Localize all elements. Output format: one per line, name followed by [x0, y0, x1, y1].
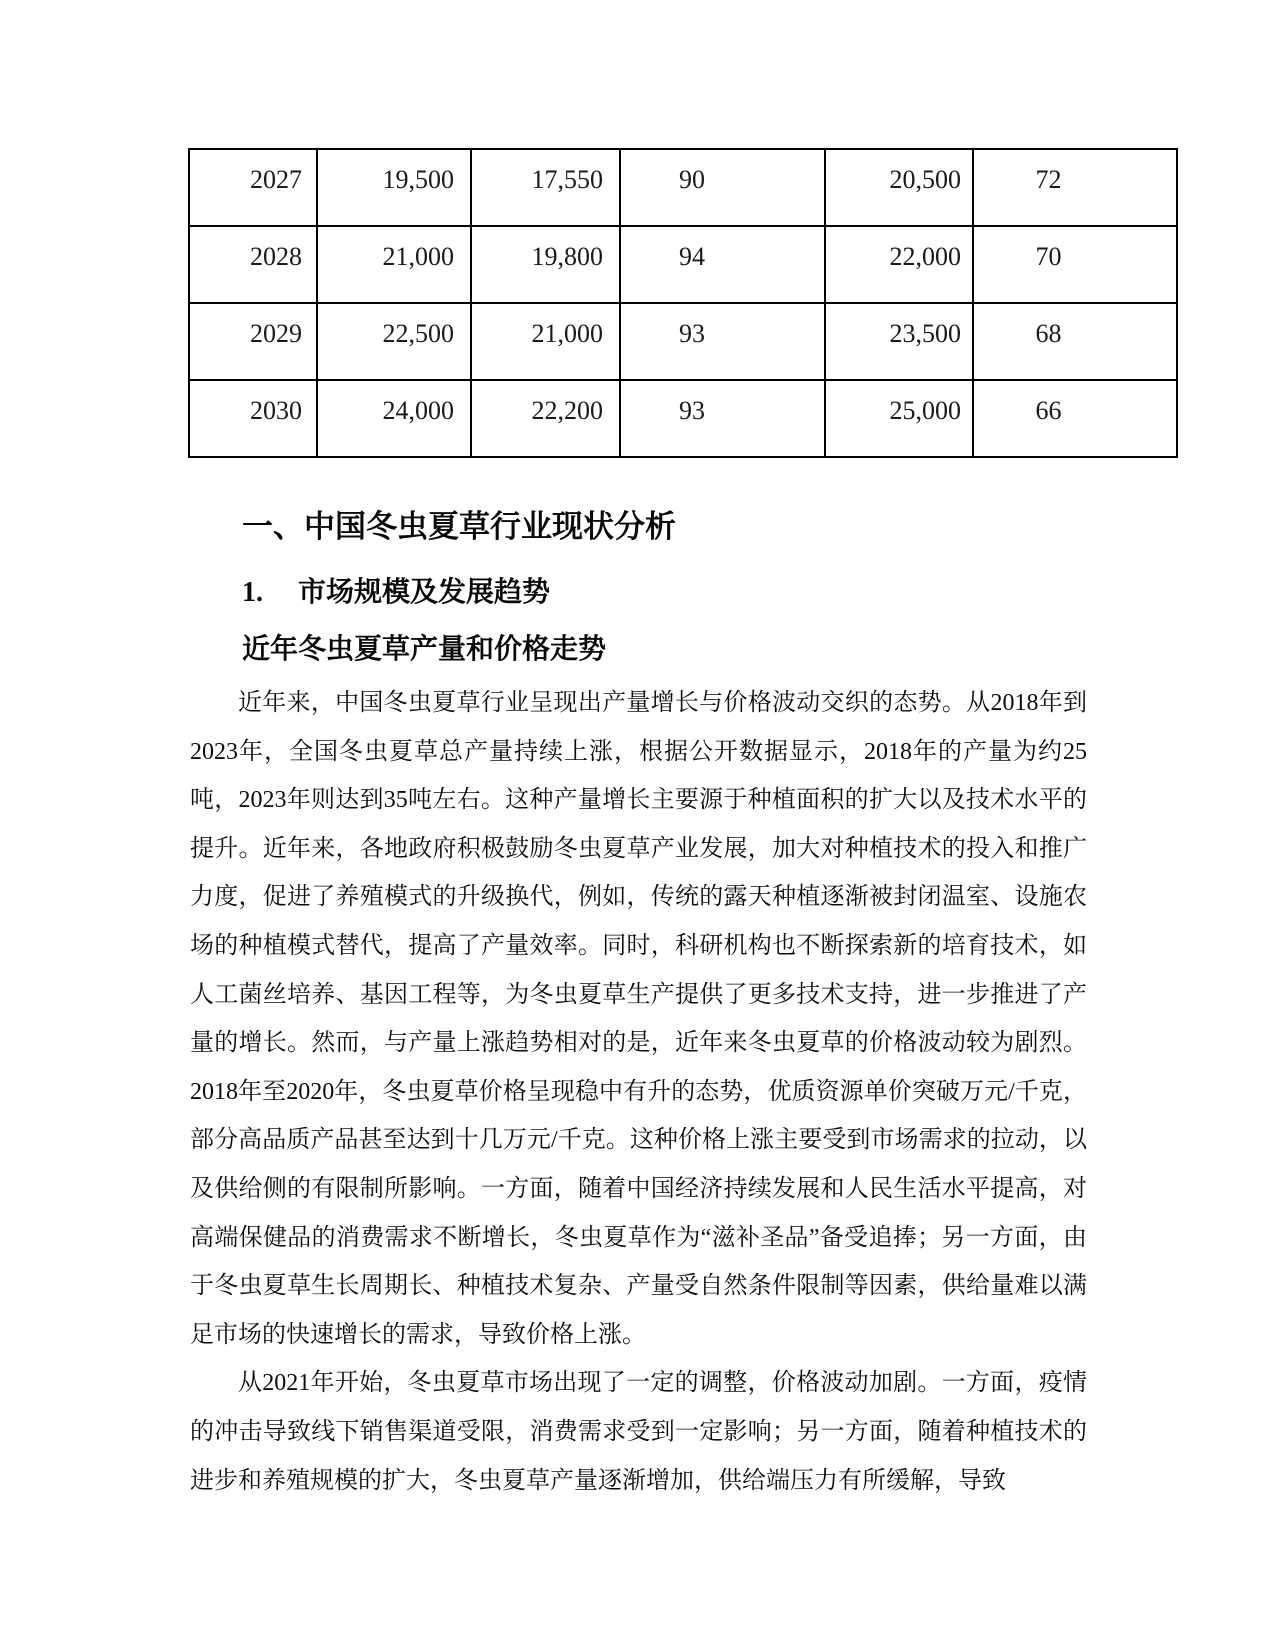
table-cell: 17,550 — [471, 149, 620, 226]
table-cell: 19,800 — [471, 226, 620, 303]
table-cell-year: 2030 — [189, 380, 317, 457]
table-cell: 19,500 — [317, 149, 471, 226]
table-cell: 20,500 — [825, 149, 973, 226]
subsection-heading — [190, 575, 1087, 610]
table-cell: 90 — [620, 149, 825, 226]
subsection-title: 市场规模及发展趋势 — [298, 575, 551, 608]
table-cell: 68 — [973, 303, 1177, 380]
table-cell-year: 2027 — [189, 149, 317, 226]
table-cell-year: 2029 — [189, 303, 317, 380]
table-cell: 93 — [620, 303, 825, 380]
table-cell: 22,000 — [825, 226, 973, 303]
table-cell: 93 — [620, 380, 825, 457]
body-text — [190, 679, 1087, 1505]
table-cell: 21,000 — [471, 303, 620, 380]
table-cell: 23,500 — [825, 303, 973, 380]
body-paragraph: 近年来，中国冬虫夏草行业呈现出产量增长与价格波动交织的态势。从2018年到2023年，全国冬虫夏草总产量持续上涨，根据公开数据显示，2018年的产量为约25吨，2023年则达到35吨左右。这种产量增长主要源于种植面积的扩大以及技术水平的提升。近年来，各地政府积极鼓励冬虫夏草产业发展，加大对种植技术的投入和推广力度，促进了养殖模式的升级换代，例如，传统的露天种植逐渐被封闭温室、设施农场的种植模式替代，提高了产量效率。同时，科研机构也不断探索新的培育技术，如人工菌丝培养、基因工程等，为冬虫夏草生产提供了更多技术支持，进一步推进了产量的增长。然而，与产量上涨趋势相对的是，近年来冬虫夏草的价格波动较为剧烈。2018年至2020年，冬虫夏草价格呈现稳中有升的态势，优质资源单价突破万元/千克，部分高品质产品甚至达到十几万元/千克。这种价格上涨主要受到市场需求的拉动，以及供给侧的有限制所影响。一方面，随着中国经济持续发展和人民生活水平提高，对高端保健品的消费需求不断增长，冬虫夏草作为“滋补圣品”备受追捧；另一方面，由于冬虫夏草生长周期长、种植技术复杂、产量受自然条件限制等因素，供给量难以满足市场的快速增长的需求，导致价格上涨。 — [190, 690, 1087, 1348]
body-paragraph: 从2021年开始，冬虫夏草市场出现了一定的调整，价格波动加剧。一方面，疫情的冲击导致线下销售渠道受限，消费需求受到一定影响；另一方面，随着种植技术的进步和养殖规模的扩大，冬虫夏草产量逐渐增加，供给端压力有所缓解，导致 — [190, 1370, 1087, 1494]
table-cell: 22,500 — [317, 303, 471, 380]
table-cell: 66 — [973, 380, 1177, 457]
table-cell: 70 — [973, 226, 1177, 303]
text-content — [190, 0, 1087, 1650]
topic-heading: 近年冬虫夏草产量和价格走势 — [242, 632, 607, 665]
section-heading: 一、中国冬虫夏草行业现状分析 — [242, 509, 676, 545]
table-cell: 94 — [620, 226, 825, 303]
subsection-number: 1. — [242, 577, 263, 608]
table-cell: 24,000 — [317, 380, 471, 457]
table-cell-year: 2028 — [189, 226, 317, 303]
table-cell: 22,200 — [471, 380, 620, 457]
table-cell: 21,000 — [317, 226, 471, 303]
table-cell: 72 — [973, 149, 1177, 226]
table-cell: 25,000 — [825, 380, 973, 457]
